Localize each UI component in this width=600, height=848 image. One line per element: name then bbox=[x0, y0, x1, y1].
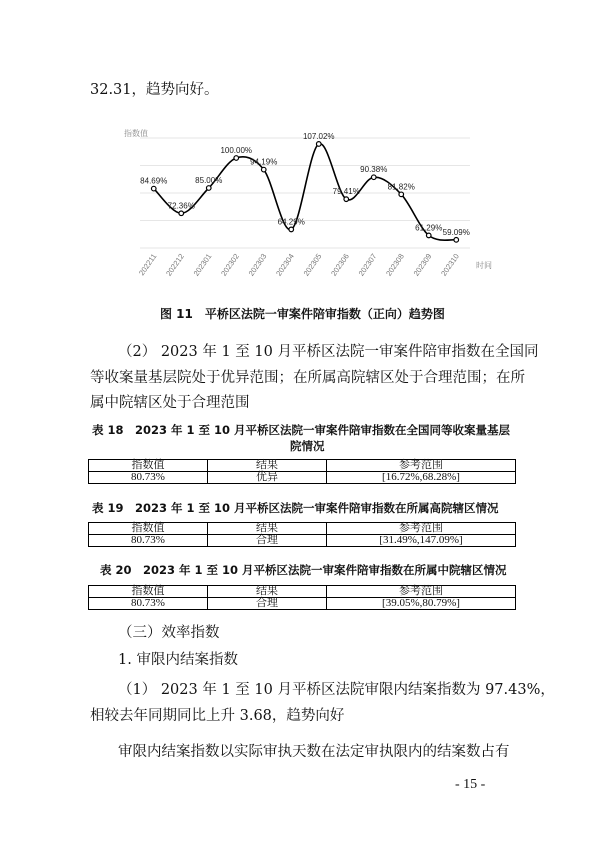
table-cell: [39.05%,80.79%] bbox=[327, 598, 516, 610]
x-tick-label: 202307 bbox=[356, 251, 379, 278]
data-point bbox=[426, 233, 431, 238]
para3-line: 审限内结案指数以实际审执天数在法定审执限内的结案数占有 bbox=[118, 744, 510, 760]
y-axis-label: 指数值 bbox=[124, 129, 148, 138]
data-point bbox=[179, 211, 184, 216]
series-line bbox=[154, 144, 457, 241]
x-tick-label: 202301 bbox=[191, 251, 214, 278]
table-header-row bbox=[89, 460, 516, 472]
data-point bbox=[234, 156, 239, 161]
header-cell: 结果 bbox=[208, 586, 327, 598]
table-cell: 合理 bbox=[208, 535, 327, 547]
data-label: 64.29% bbox=[277, 217, 305, 227]
para2-line2: 相较去年同期同比上升 3.68，趋势向好 bbox=[90, 708, 345, 724]
data-label: 90.38% bbox=[360, 165, 388, 175]
x-tick-label: 202310 bbox=[439, 251, 461, 278]
x-tick-label: 202211 bbox=[136, 251, 159, 278]
table-cell: 优异 bbox=[208, 472, 327, 484]
data-label: 107.02% bbox=[302, 131, 335, 141]
data-point bbox=[151, 186, 156, 191]
table-row bbox=[89, 472, 516, 484]
table-header-row bbox=[89, 523, 516, 535]
data-point bbox=[206, 186, 211, 191]
x-tick-label: 202306 bbox=[329, 251, 351, 278]
intro-line: 32.31，趋势向好。 bbox=[90, 82, 219, 98]
figure-caption: 图 11 平桥区法院一审案件陪审指数（正向）趋势图 bbox=[160, 307, 445, 321]
data-point bbox=[371, 175, 376, 180]
x-tick-label: 202309 bbox=[411, 251, 434, 278]
subsection-heading: 1. 审限内结案指数 bbox=[118, 652, 238, 668]
x-tick-label: 202308 bbox=[384, 251, 406, 278]
data-label: 94.19% bbox=[250, 157, 278, 167]
header-cell: 参考范围 bbox=[327, 523, 516, 535]
x-tick-labels bbox=[137, 252, 461, 278]
para2-line1: （1） 2023 年 1 至 10 月平桥区法院审限内结案指数为 97.43%， bbox=[118, 682, 555, 698]
data-points bbox=[151, 142, 458, 242]
header-cell: 指数值 bbox=[89, 523, 208, 535]
section-heading: （三）效率指数 bbox=[118, 625, 220, 641]
x-tick-label: 202303 bbox=[246, 251, 269, 278]
table-cell: 80.73% bbox=[89, 472, 208, 484]
header-cell: 参考范围 bbox=[327, 460, 516, 472]
header-cell: 参考范围 bbox=[327, 586, 516, 598]
data-label: 81.82% bbox=[387, 182, 415, 192]
data-label: 79.41% bbox=[332, 187, 360, 197]
page-number: - 15 - bbox=[455, 777, 486, 792]
table18-caption-line2: 院情况 bbox=[290, 439, 325, 453]
table-cell: [16.72%,68.28%] bbox=[327, 472, 516, 484]
table20-caption: 表 20 2023 年 1 至 10 月平桥区法院一审案件陪审指数在所属中院辖区情况 bbox=[100, 563, 507, 577]
header-cell: 指数值 bbox=[89, 460, 208, 472]
data-point bbox=[261, 167, 266, 172]
para1-line2: 等收案量基层院处于优异范围；在所属高院辖区处于合理范围；在所 bbox=[90, 370, 525, 386]
data-point bbox=[289, 227, 294, 232]
trend-chart bbox=[110, 120, 510, 300]
table-cell: 80.73% bbox=[89, 535, 208, 547]
table19 bbox=[88, 522, 516, 547]
data-label: 61.29% bbox=[415, 223, 443, 233]
data-label: 72.36% bbox=[167, 201, 195, 211]
table19-caption: 表 19 2023 年 1 至 10 月平桥区法院一审案件陪审指数在所属高院辖区情况 bbox=[92, 501, 499, 515]
table18-caption-line1: 表 18 2023 年 1 至 10 月平桥区法院一审案件陪审指数在全国同等收案量基层 bbox=[92, 423, 511, 437]
table-cell: 合理 bbox=[208, 598, 327, 610]
x-tick-label: 202302 bbox=[219, 251, 241, 278]
table20 bbox=[88, 585, 516, 610]
x-tick-label: 202304 bbox=[274, 251, 296, 278]
data-label: 100.00% bbox=[220, 146, 253, 155]
x-tick-label: 202212 bbox=[164, 251, 186, 278]
table-header-row bbox=[89, 586, 516, 598]
table-row bbox=[89, 535, 516, 547]
data-label: 85.00% bbox=[195, 176, 223, 185]
header-cell: 指数值 bbox=[89, 586, 208, 598]
para1-line1: （2） 2023 年 1 至 10 月平桥区法院一审案件陪审指数在全国同 bbox=[118, 344, 539, 360]
data-point bbox=[316, 142, 321, 147]
x-axis-label: 时间 bbox=[476, 261, 492, 270]
table-row bbox=[89, 598, 516, 610]
data-point bbox=[344, 197, 349, 202]
table-cell: 80.73% bbox=[89, 598, 208, 610]
table18 bbox=[88, 459, 516, 484]
data-point bbox=[399, 192, 404, 197]
x-tick-label: 202305 bbox=[301, 251, 324, 278]
table-cell: [31.49%,147.09%] bbox=[327, 535, 516, 547]
data-point bbox=[454, 238, 459, 243]
header-cell: 结果 bbox=[208, 523, 327, 535]
data-label: 84.69% bbox=[140, 176, 168, 186]
data-label: 59.09% bbox=[442, 227, 470, 237]
header-cell: 结果 bbox=[208, 460, 327, 472]
para1-line3: 属中院辖区处于合理范围 bbox=[90, 395, 250, 411]
